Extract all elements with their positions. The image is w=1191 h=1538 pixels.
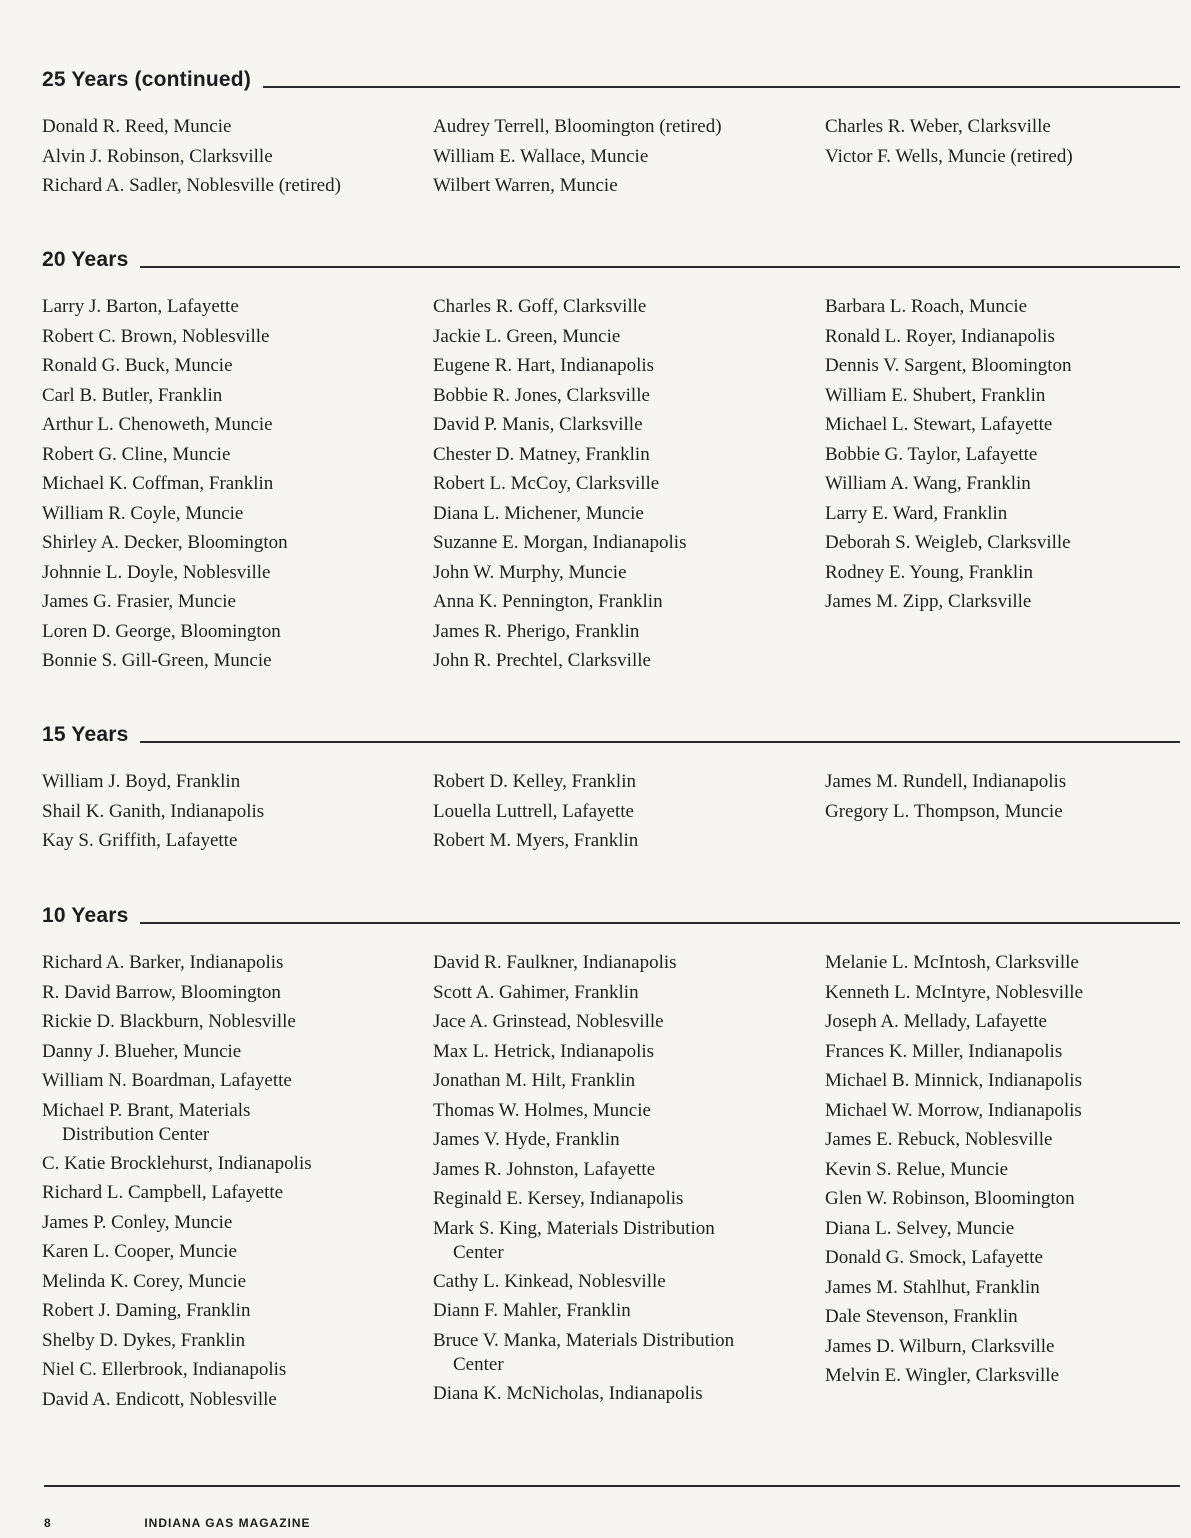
name-entry: Larry J. Barton, Lafayette (42, 296, 239, 317)
name-entry: Kevin S. Relue, Muncie (825, 1158, 1009, 1180)
name-column (433, 767, 803, 856)
name-entry: Johnnie L. Doyle, Noblesville (42, 561, 271, 583)
name-entry: Gregory L. Thompson, Muncie (825, 800, 1063, 822)
name-entry: Carl B. Butler, Franklin (42, 384, 223, 406)
section-heading: 20 Years (42, 248, 129, 271)
name-entry: Robert D. Kelley, Franklin (433, 771, 636, 792)
name-entry: James G. Frasier, Muncie (42, 591, 236, 612)
name-entry: Loren D. George, Bloomington (42, 620, 281, 642)
name-entry: John R. Prechtel, Clarksville (433, 650, 651, 671)
name-entry: Suzanne E. Morgan, Indianapolis (433, 532, 687, 553)
name-entry: Alvin J. Robinson, Clarksville (42, 145, 273, 167)
name-entry: James P. Conley, Muncie (42, 1211, 233, 1233)
name-entry: Diann F. Mahler, Franklin (433, 1300, 631, 1321)
name-entry: Jace A. Grinstead, Noblesville (433, 1011, 664, 1032)
name-column (825, 767, 1191, 826)
name-entry: Melvin E. Wingler, Clarksville (825, 1365, 1060, 1386)
name-entry: Larry E. Ward, Franklin (825, 502, 1008, 524)
name-entry: Reginald E. Kersey, Indianapolis (433, 1188, 684, 1209)
name-entry: Wilbert Warren, Muncie (433, 175, 618, 196)
name-entry: James D. Wilburn, Clarksville (825, 1335, 1055, 1357)
name-entry: William J. Boyd, Franklin (42, 771, 241, 792)
section-heading: 15 Years (42, 723, 129, 746)
name-entry: Bobbie R. Jones, Clarksville (433, 384, 650, 406)
name-entry: Audrey Terrell, Bloomington (retired) (433, 116, 722, 137)
section-25-years (42, 62, 1180, 196)
name-entry: Rodney E. Young, Franklin (825, 561, 1033, 583)
name-entry: James E. Rebuck, Noblesville (825, 1129, 1053, 1150)
section-15-years (42, 717, 1180, 851)
heading-rule (140, 922, 1180, 924)
page-footer (44, 1516, 311, 1530)
name-entry: Danny J. Blueher, Muncie (42, 1040, 242, 1062)
name-entry: Robert C. Brown, Noblesville (42, 325, 270, 347)
name-entry: David R. Faulkner, Indianapolis (433, 952, 677, 973)
name-column (433, 112, 803, 201)
name-entry: Robert J. Daming, Franklin (42, 1300, 251, 1321)
name-entry: David P. Manis, Clarksville (433, 414, 643, 435)
name-entry: Max L. Hetrick, Indianapolis (433, 1040, 655, 1062)
name-column (433, 948, 803, 1408)
name-entry: Cathy L. Kinkead, Noblesville (433, 1270, 666, 1292)
name-entry: Michael B. Minnick, Indianapolis (825, 1070, 1082, 1091)
name-entry: Louella Luttrell, Lafayette (433, 800, 634, 822)
name-entry: William E. Shubert, Franklin (825, 384, 1046, 406)
name-entry: Dennis V. Sargent, Bloomington (825, 355, 1072, 376)
name-entry: Richard L. Campbell, Lafayette (42, 1182, 284, 1203)
name-entry: Arthur L. Chenoweth, Muncie (42, 414, 273, 435)
name-entry: Ronald L. Royer, Indianapolis (825, 325, 1055, 347)
name-entry: Robert G. Cline, Muncie (42, 443, 231, 465)
name-entry: Bobbie G. Taylor, Lafayette (825, 443, 1038, 465)
name-entry: Shelby D. Dykes, Franklin (42, 1329, 246, 1351)
name-entry: Robert L. McCoy, Clarksville (433, 473, 660, 494)
name-entry: Michael W. Morrow, Indianapolis (825, 1099, 1082, 1121)
name-entry: James M. Rundell, Indianapolis (825, 771, 1067, 792)
name-column (825, 292, 1191, 617)
name-entry: Robert M. Myers, Franklin (433, 830, 639, 851)
name-entry: Anna K. Pennington, Franklin (433, 591, 663, 612)
publication-name: INDIANA GAS MAGAZINE (144, 1516, 311, 1530)
name-entry: Thomas W. Holmes, Muncie (433, 1099, 651, 1121)
footer-rule (44, 1485, 1180, 1487)
name-entry: Richard A. Barker, Indianapolis (42, 952, 284, 973)
name-entry: Diana L. Michener, Muncie (433, 502, 644, 524)
name-entry: Frances K. Miller, Indianapolis (825, 1040, 1063, 1062)
name-entry: Glen W. Robinson, Bloomington (825, 1188, 1075, 1209)
section-header (42, 898, 1180, 926)
name-entry: John W. Murphy, Muncie (433, 561, 627, 583)
name-entry: Donald G. Smock, Lafayette (825, 1247, 1043, 1268)
name-entry: Kay S. Griffith, Lafayette (42, 830, 238, 851)
name-entry: Joseph A. Mellady, Lafayette (825, 1011, 1047, 1032)
name-column (42, 767, 412, 856)
name-entry: Diana L. Selvey, Muncie (825, 1217, 1015, 1239)
name-entry: Shail K. Ganith, Indianapolis (42, 800, 265, 822)
name-entry: Melinda K. Corey, Muncie (42, 1270, 247, 1292)
name-entry: Charles R. Weber, Clarksville (825, 116, 1051, 137)
name-entry: Niel C. Ellerbrook, Indianapolis (42, 1359, 287, 1380)
name-entry: James R. Johnston, Lafayette (433, 1158, 656, 1180)
name-column (433, 292, 803, 676)
section-10-years (42, 898, 1180, 1410)
name-entry: C. Katie Brocklehurst, Indianapolis (42, 1152, 312, 1174)
name-entry: Bruce V. Manka, Materials Distribution Center (433, 1329, 735, 1375)
name-entry: Eugene R. Hart, Indianapolis (433, 355, 655, 376)
name-entry: William N. Boardman, Lafayette (42, 1070, 292, 1091)
section-header (42, 62, 1180, 90)
name-entry: Charles R. Goff, Clarksville (433, 296, 647, 317)
name-entry: Deborah S. Weigleb, Clarksville (825, 532, 1071, 553)
name-entry: James R. Pherigo, Franklin (433, 620, 640, 642)
name-entry: James M. Stahlhut, Franklin (825, 1276, 1040, 1298)
name-entry: William E. Wallace, Muncie (433, 145, 649, 167)
name-entry: David A. Endicott, Noblesville (42, 1388, 277, 1410)
name-column (42, 948, 412, 1414)
name-entry: Richard A. Sadler, Noblesville (retired) (42, 175, 341, 196)
name-entry: Diana K. McNicholas, Indianapolis (433, 1382, 703, 1404)
name-entry: William R. Coyle, Muncie (42, 502, 244, 524)
name-entry: Ronald G. Buck, Muncie (42, 355, 233, 376)
name-entry: Jackie L. Green, Muncie (433, 325, 621, 347)
name-entry: Melanie L. McIntosh, Clarksville (825, 952, 1079, 973)
section-header (42, 717, 1180, 745)
name-entry: Mark S. King, Materials Distribution Center (433, 1217, 715, 1263)
name-entry: Michael P. Brant, Materials Distribution Center (42, 1099, 251, 1145)
name-column (825, 948, 1191, 1391)
name-entry: R. David Barrow, Bloomington (42, 981, 281, 1003)
name-column (825, 112, 1191, 171)
name-entry: Shirley A. Decker, Bloomington (42, 532, 288, 553)
section-heading: 10 Years (42, 904, 129, 927)
section-heading: 25 Years (continued) (42, 68, 252, 91)
name-column (42, 112, 412, 201)
heading-rule (140, 741, 1180, 743)
name-entry: Victor F. Wells, Muncie (retired) (825, 145, 1073, 167)
heading-rule (140, 266, 1180, 268)
name-entry: Jonathan M. Hilt, Franklin (433, 1070, 636, 1091)
name-column (42, 292, 412, 676)
name-entry: Donald R. Reed, Muncie (42, 116, 232, 137)
name-entry: Michael L. Stewart, Lafayette (825, 414, 1053, 435)
section-header (42, 242, 1180, 270)
name-entry: Chester D. Matney, Franklin (433, 443, 650, 465)
heading-rule (263, 86, 1180, 88)
name-entry: Karen L. Cooper, Muncie (42, 1241, 237, 1262)
section-20-years (42, 242, 1180, 671)
name-entry: Kenneth L. McIntyre, Noblesville (825, 981, 1084, 1003)
name-entry: Scott A. Gahimer, Franklin (433, 981, 639, 1003)
name-entry: James M. Zipp, Clarksville (825, 591, 1032, 612)
name-entry: Bonnie S. Gill-Green, Muncie (42, 650, 272, 671)
name-entry: Barbara L. Roach, Muncie (825, 296, 1028, 317)
name-entry: James V. Hyde, Franklin (433, 1129, 620, 1150)
page-number: 8 (44, 1516, 52, 1530)
name-entry: Michael K. Coffman, Franklin (42, 473, 274, 494)
name-entry: Dale Stevenson, Franklin (825, 1306, 1018, 1327)
name-entry: Rickie D. Blackburn, Noblesville (42, 1011, 296, 1032)
name-entry: William A. Wang, Franklin (825, 473, 1031, 494)
